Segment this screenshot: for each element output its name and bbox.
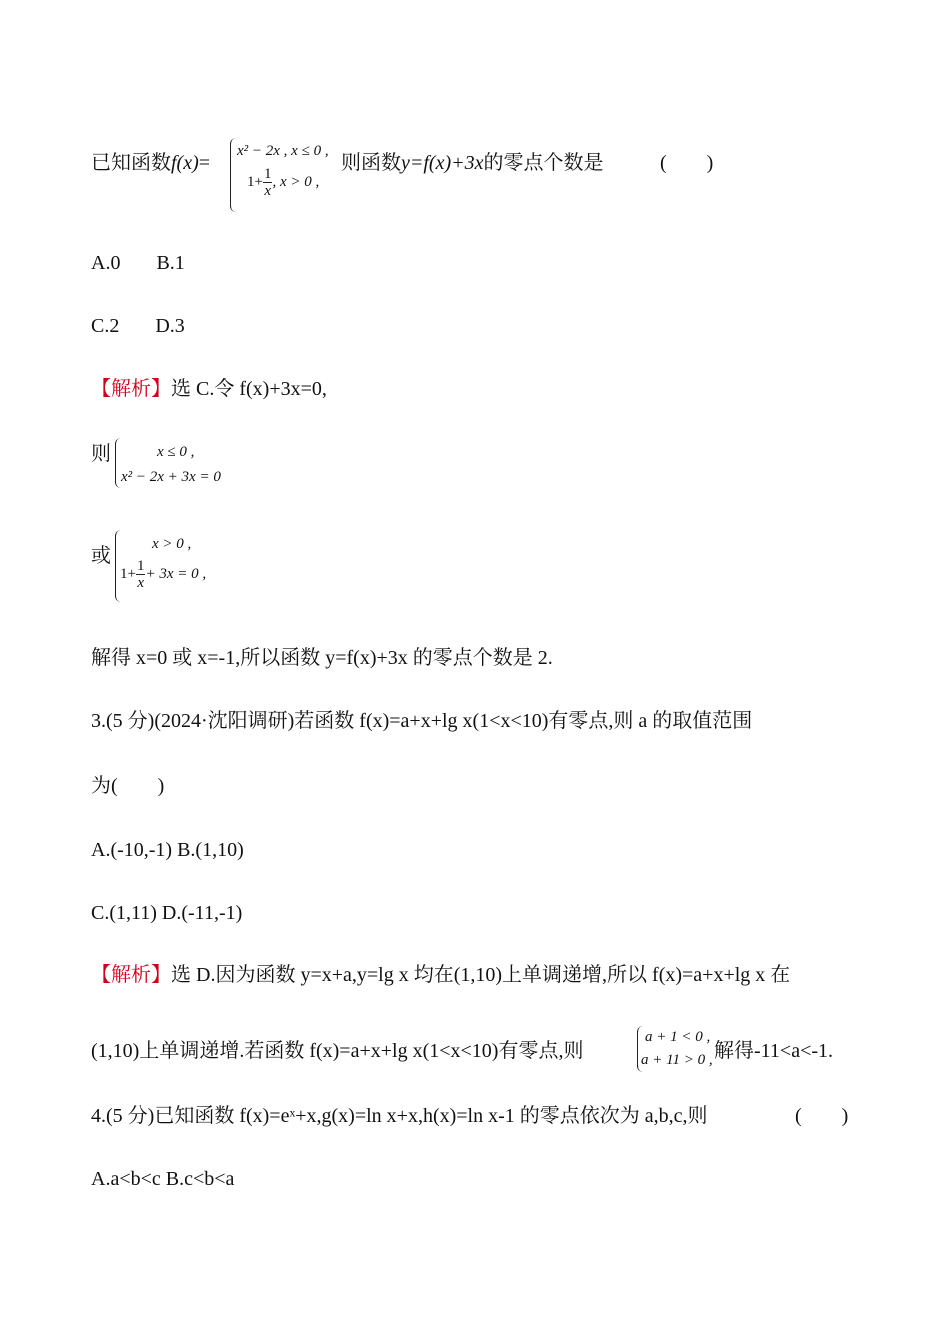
q2-conclusion: 解得 x=0 或 x=-1,所以函数 y=f(x)+3x 的零点个数是 2.	[91, 647, 553, 669]
q2-case2-post: , x > 0 ,	[272, 173, 320, 190]
q2-tail-y: y=f(x)+3x	[401, 152, 484, 174]
q2-system1-line1: x ≤ 0 ,	[157, 444, 195, 460]
q3-analysis-text1: 选 D.因为函数 y=x+a,y=lg x 均在(1,10)上单调递增,所以 f(x)=a+x+lg x 在	[171, 964, 791, 986]
q3-system-line1: a + 1 < 0 ,	[645, 1029, 711, 1045]
q3-options-row1: A.(-10,-1) B.(1,10)	[91, 839, 244, 861]
q2-frac-num: 1	[263, 166, 272, 182]
q2-huo: 或	[91, 545, 111, 567]
q2-eq: =	[198, 152, 211, 174]
q2-case2	[247, 166, 319, 199]
q2-option-a: A.0	[91, 252, 121, 274]
q2-tail-pre: 则函数	[341, 152, 401, 174]
q3-system-line2: a + 11 > 0 ,	[641, 1052, 713, 1068]
q2-stem	[91, 150, 210, 176]
q2-option-d: D.3	[155, 315, 185, 337]
q2-case1: x² − 2x , x ≤ 0 ,	[237, 143, 329, 159]
q2-lead-text: 已知函数	[91, 152, 171, 174]
q2-frac-den: x	[264, 183, 272, 199]
q2-analysis	[91, 376, 327, 402]
q2-sys2-frac-den: x	[137, 575, 145, 591]
q2-ze: 则	[91, 443, 111, 465]
q2-piecewise-brace	[230, 138, 237, 212]
q2-option-c: C.2	[91, 315, 120, 337]
q3-analysis-tag: 【解析】	[91, 964, 171, 986]
q2-sys2-frac-num: 1	[136, 558, 145, 574]
q2-sys2-post: + 3x = 0 ,	[145, 565, 207, 582]
q2-options-row2	[91, 313, 185, 339]
q2-option-b: B.1	[156, 252, 185, 274]
q2-sys2-pre: 1+	[120, 565, 136, 582]
q2-system2-line2	[120, 558, 206, 591]
q3-options-row2: C.(1,11) D.(-11,-1)	[91, 902, 243, 924]
q3-analysis-line2-post: 解得-11<a<-1.	[714, 1040, 834, 1062]
q2-system2-line1: x > 0 ,	[152, 536, 192, 552]
q4-stem: 4.(5 分)已知函数 f(x)=eˣ+x,g(x)=ln x+x,h(x)=ln x-1 的零点依次为 a,b,c,则	[91, 1105, 708, 1127]
q2-case2-pre: 1+	[247, 173, 263, 190]
q2-options-row1	[91, 250, 185, 276]
q2-answer-paren: ( )	[660, 152, 714, 174]
q3-analysis-line2: (1,10)上单调递增.若函数 f(x)=a+x+lg x(1<x<10)有零点,则	[91, 1040, 584, 1062]
q2-analysis-text: 选 C.令 f(x)+3x=0,	[171, 378, 327, 400]
q2-stem-tail	[341, 150, 604, 176]
q2-fx: f(x)	[171, 152, 199, 174]
q3-stem-line2: 为( )	[91, 775, 165, 797]
q3-stem-line1: 3.(5 分)(2024·沈阳调研)若函数 f(x)=a+x+lg x(1<x<10)有零点,则 a 的取值范围	[91, 710, 753, 732]
q2-tail-post: 的零点个数是	[483, 152, 604, 174]
q4-options-row1: A.a<b<c B.c<b<a	[91, 1168, 235, 1190]
q3-analysis-line1	[91, 962, 790, 988]
q2-analysis-tag: 【解析】	[91, 378, 171, 400]
q4-answer-paren: ( )	[795, 1105, 849, 1127]
q2-system1-line2: x² − 2x + 3x = 0	[121, 469, 221, 485]
